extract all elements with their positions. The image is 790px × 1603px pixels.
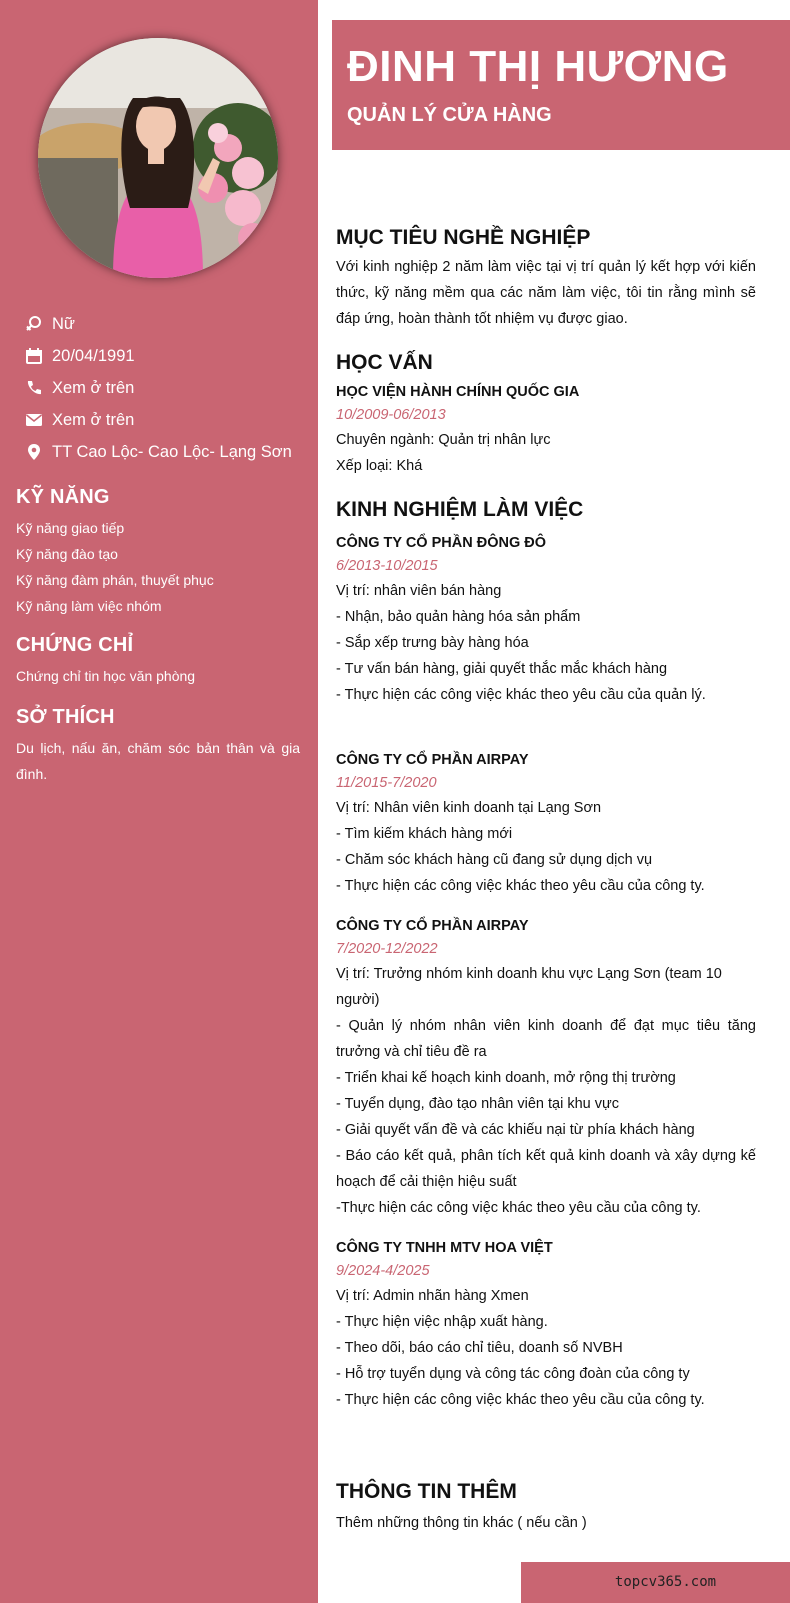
job-line: - Báo cáo kết quả, phân tích kết quả kinh doanh và xây dựng kế hoạch để cải thiện hiệu suất [336,1148,756,1190]
email-icon [24,410,44,430]
hobbies-section [16,706,300,787]
contact-phone-text: Xem ở trên [52,378,135,397]
education-line: Xếp loại: Khá [336,458,423,474]
job-line: - Thực hiện các công việc khác theo yêu cầu của công ty. [336,878,705,894]
objective-heading: MỤC TIÊU NGHỀ NGHIỆP [336,226,591,249]
job-line: - Triển khai kế hoạch kinh doanh, mở rộng thị trường [336,1070,676,1086]
hobbies-heading: SỞ THÍCH [16,706,115,728]
extra-info-section [336,1480,756,1536]
job-date: 11/2015-7/2020 [336,775,437,791]
school-name: HỌC VIỆN HÀNH CHÍNH QUỐC GIA [336,384,580,400]
job-line: - Thực hiện các công việc khác theo yêu cầu của quản lý. [336,687,706,703]
job-line: - Thực hiện các công việc khác theo yêu cầu của công ty. [336,1392,705,1408]
skill-item: Kỹ năng giao tiếp [16,520,125,536]
job-date: 6/2013-10/2015 [336,558,438,574]
job-line: Vị trí: Nhân viên kinh doanh tại Lạng Sơn [336,800,602,816]
job-line: - Tư vấn bán hàng, giải quyết thắc mắc khách hàng [336,661,668,677]
skill-item: Kỹ năng đàm phán, thuyết phục [16,572,214,588]
education-section [336,351,756,479]
job-line: - Hỗ trợ tuyển dụng và công tác công đoàn của công ty [336,1366,690,1382]
gender-icon [24,314,44,334]
skills-section [16,486,300,619]
location-icon [24,442,44,462]
experience-heading: KINH NGHIỆM LÀM VIỆC [336,498,584,521]
certificates-section [16,634,300,689]
skills-heading: KỸ NĂNG [16,486,110,508]
candidate-title: QUẢN LÝ CỬA HÀNG [347,104,552,126]
education-date: 10/2009-06/2013 [336,407,446,423]
job-line: - Thực hiện việc nhập xuất hàng. [336,1314,548,1330]
contact-email-text: Xem ở trên [52,410,135,429]
hobbies-text: Du lịch, nấu ăn, chăm sóc bản thân và gia đình. [16,740,300,782]
job-entry [336,749,756,899]
job-line: - Tìm kiếm khách hàng mới [336,826,513,842]
extra-info-heading: THÔNG TIN THÊM [336,1480,517,1503]
job-company: CÔNG TY CỔ PHẦN AIRPAY [336,752,529,768]
job-line: Vị trí: Admin nhãn hàng Xmen [336,1288,529,1304]
job-line: - Chăm sóc khách hàng cũ đang sử dụng dịch vụ [336,852,653,868]
job-entry [336,915,756,1221]
phone-icon [24,378,44,398]
contact-address [24,436,292,468]
job-entry [336,1237,756,1413]
job-entry [336,532,756,708]
certificates-heading: CHỨNG CHỈ [16,634,134,656]
job-line: Vị trí: nhân viên bán hàng [336,583,502,599]
contact-list [24,308,292,468]
contact-address-text: TT Cao Lộc- Cao Lộc- Lạng Sơn [52,442,292,461]
job-line: - Theo dõi, báo cáo chỉ tiêu, doanh số NVBH [336,1340,623,1356]
job-line: - Quản lý nhóm nhân viên kinh doanh để đạt mục tiêu tăng trưởng và chỉ tiêu đề ra [336,1018,756,1060]
watermark-bar [521,1562,790,1603]
skill-item: Kỹ năng đào tạo [16,546,118,562]
job-line: - Sắp xếp trưng bày hàng hóa [336,635,529,651]
avatar [38,38,278,278]
objective-text: Với kinh nghiệp 2 năm làm việc tại vị trí quản lý kết hợp với kiến thức, kỹ năng mềm qua các năm làm việc, tôi tin rằng mình sẽ đáp ứng, hoàn thành tốt nhiệm vụ được giao. [336,259,756,327]
education-line: Chuyên ngành: Quản trị nhân lực [336,432,551,448]
job-company: CÔNG TY CỔ PHẦN AIRPAY [336,918,529,934]
contact-birthday-text: 20/04/1991 [52,346,135,365]
contact-gender [24,308,292,340]
calendar-icon [24,346,44,366]
contact-gender-text: Nữ [52,314,75,333]
contact-birthday [24,340,292,372]
candidate-name: ĐINH THỊ HƯƠNG [347,42,729,91]
job-line: - Giải quyết vấn đề và các khiếu nại từ phía khách hàng [336,1122,695,1138]
objective-section [336,226,756,332]
extra-info-text: Thêm những thông tin khác ( nếu cần ) [336,1515,587,1531]
job-company: CÔNG TY CỔ PHẦN ĐÔNG ĐÔ [336,535,546,551]
experience-section [336,498,756,522]
education-heading: HỌC VẤN [336,351,433,374]
contact-phone [24,372,292,404]
certificate-item: Chứng chỉ tin học văn phòng [16,668,196,684]
contact-email [24,404,292,436]
job-line: - Nhận, bảo quản hàng hóa sản phẩm [336,609,581,625]
job-line: -Thực hiện các công việc khác theo yêu cầu của công ty. [336,1200,701,1216]
profile-photo [38,38,278,278]
skill-item: Kỹ năng làm việc nhóm [16,598,162,614]
job-date: 7/2020-12/2022 [336,941,438,957]
sidebar [0,0,318,1603]
name-header [332,20,790,150]
job-date: 9/2024-4/2025 [336,1263,430,1279]
job-line: Vị trí: Trưởng nhóm kinh doanh khu vực Lạng Sơn (team 10 người) [336,966,722,1008]
job-line: - Tuyển dụng, đào tạo nhân viên tại khu vực [336,1096,619,1112]
job-company: CÔNG TY TNHH MTV HOA VIỆT [336,1240,553,1256]
watermark-text: topcv365.com [614,1574,717,1590]
